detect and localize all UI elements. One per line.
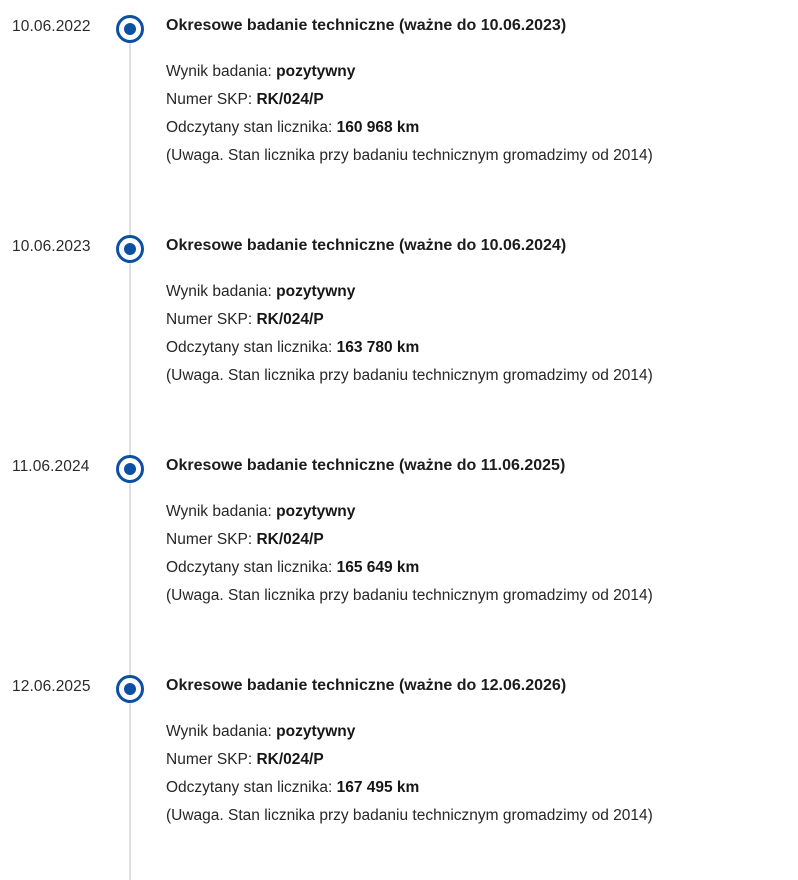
- timeline-entry: [0, 225, 798, 425]
- entry-title: Okresowe badanie techniczne (ważne do 10.06.2024): [166, 237, 567, 254]
- skp-value: RK/024/P: [256, 311, 324, 328]
- result-row: [166, 58, 653, 86]
- odometer-row: [166, 114, 653, 142]
- odometer-label: Odczytany stan licznika:: [166, 559, 337, 576]
- timeline-dot-icon: [116, 15, 144, 43]
- odometer-value: 163 780 km: [336, 339, 420, 356]
- odometer-row: [166, 334, 653, 362]
- skp-value: RK/024/P: [256, 531, 324, 548]
- result-label: Wynik badania:: [166, 63, 277, 80]
- entry-details: [166, 718, 653, 830]
- skp-label: Numer SKP:: [166, 311, 257, 328]
- timeline-dot-icon: [116, 675, 144, 703]
- odometer-value: 167 495 km: [336, 779, 420, 796]
- entry-date: 12.06.2025: [12, 678, 91, 695]
- timeline-entry: [0, 5, 798, 205]
- skp-label: Numer SKP:: [166, 91, 257, 108]
- odometer-note: (Uwaga. Stan licznika przy badaniu technicznym gromadzimy od 2014): [166, 587, 653, 604]
- entry-details: [166, 278, 653, 390]
- timeline-entry: [0, 665, 798, 865]
- result-row: [166, 718, 653, 746]
- skp-row: [166, 526, 653, 554]
- entry-date: 10.06.2022: [12, 18, 91, 35]
- result-label: Wynik badania:: [166, 723, 277, 740]
- entry-title: Okresowe badanie techniczne (ważne do 11.06.2025): [166, 457, 566, 474]
- entry-date: 10.06.2023: [12, 238, 91, 255]
- odometer-note: (Uwaga. Stan licznika przy badaniu technicznym gromadzimy od 2014): [166, 367, 653, 384]
- timeline-dot-icon: [116, 455, 144, 483]
- entry-title: Okresowe badanie techniczne (ważne do 12.06.2026): [166, 677, 567, 694]
- skp-row: [166, 746, 653, 774]
- entry-title: Okresowe badanie techniczne (ważne do 10.06.2023): [166, 17, 567, 34]
- timeline-entry: [0, 445, 798, 645]
- odometer-label: Odczytany stan licznika:: [166, 779, 337, 796]
- result-value: pozytywny: [276, 503, 356, 520]
- skp-label: Numer SKP:: [166, 751, 257, 768]
- odometer-note: (Uwaga. Stan licznika przy badaniu technicznym gromadzimy od 2014): [166, 807, 653, 824]
- skp-row: [166, 86, 653, 114]
- result-value: pozytywny: [276, 723, 356, 740]
- entry-date: 11.06.2024: [12, 458, 90, 475]
- result-row: [166, 498, 653, 526]
- odometer-note: (Uwaga. Stan licznika przy badaniu technicznym gromadzimy od 2014): [166, 147, 653, 164]
- result-row: [166, 278, 653, 306]
- odometer-label: Odczytany stan licznika:: [166, 119, 337, 136]
- odometer-row: [166, 774, 653, 802]
- result-value: pozytywny: [276, 283, 356, 300]
- entry-details: [166, 498, 653, 610]
- entry-details: [166, 58, 653, 170]
- skp-row: [166, 306, 653, 334]
- result-value: pozytywny: [276, 63, 356, 80]
- odometer-value: 160 968 km: [336, 119, 420, 136]
- skp-value: RK/024/P: [256, 751, 324, 768]
- odometer-value: 165 649 km: [336, 559, 420, 576]
- result-label: Wynik badania:: [166, 503, 277, 520]
- timeline-dot-icon: [116, 235, 144, 263]
- odometer-label: Odczytany stan licznika:: [166, 339, 337, 356]
- odometer-row: [166, 554, 653, 582]
- result-label: Wynik badania:: [166, 283, 277, 300]
- skp-value: RK/024/P: [256, 91, 324, 108]
- skp-label: Numer SKP:: [166, 531, 257, 548]
